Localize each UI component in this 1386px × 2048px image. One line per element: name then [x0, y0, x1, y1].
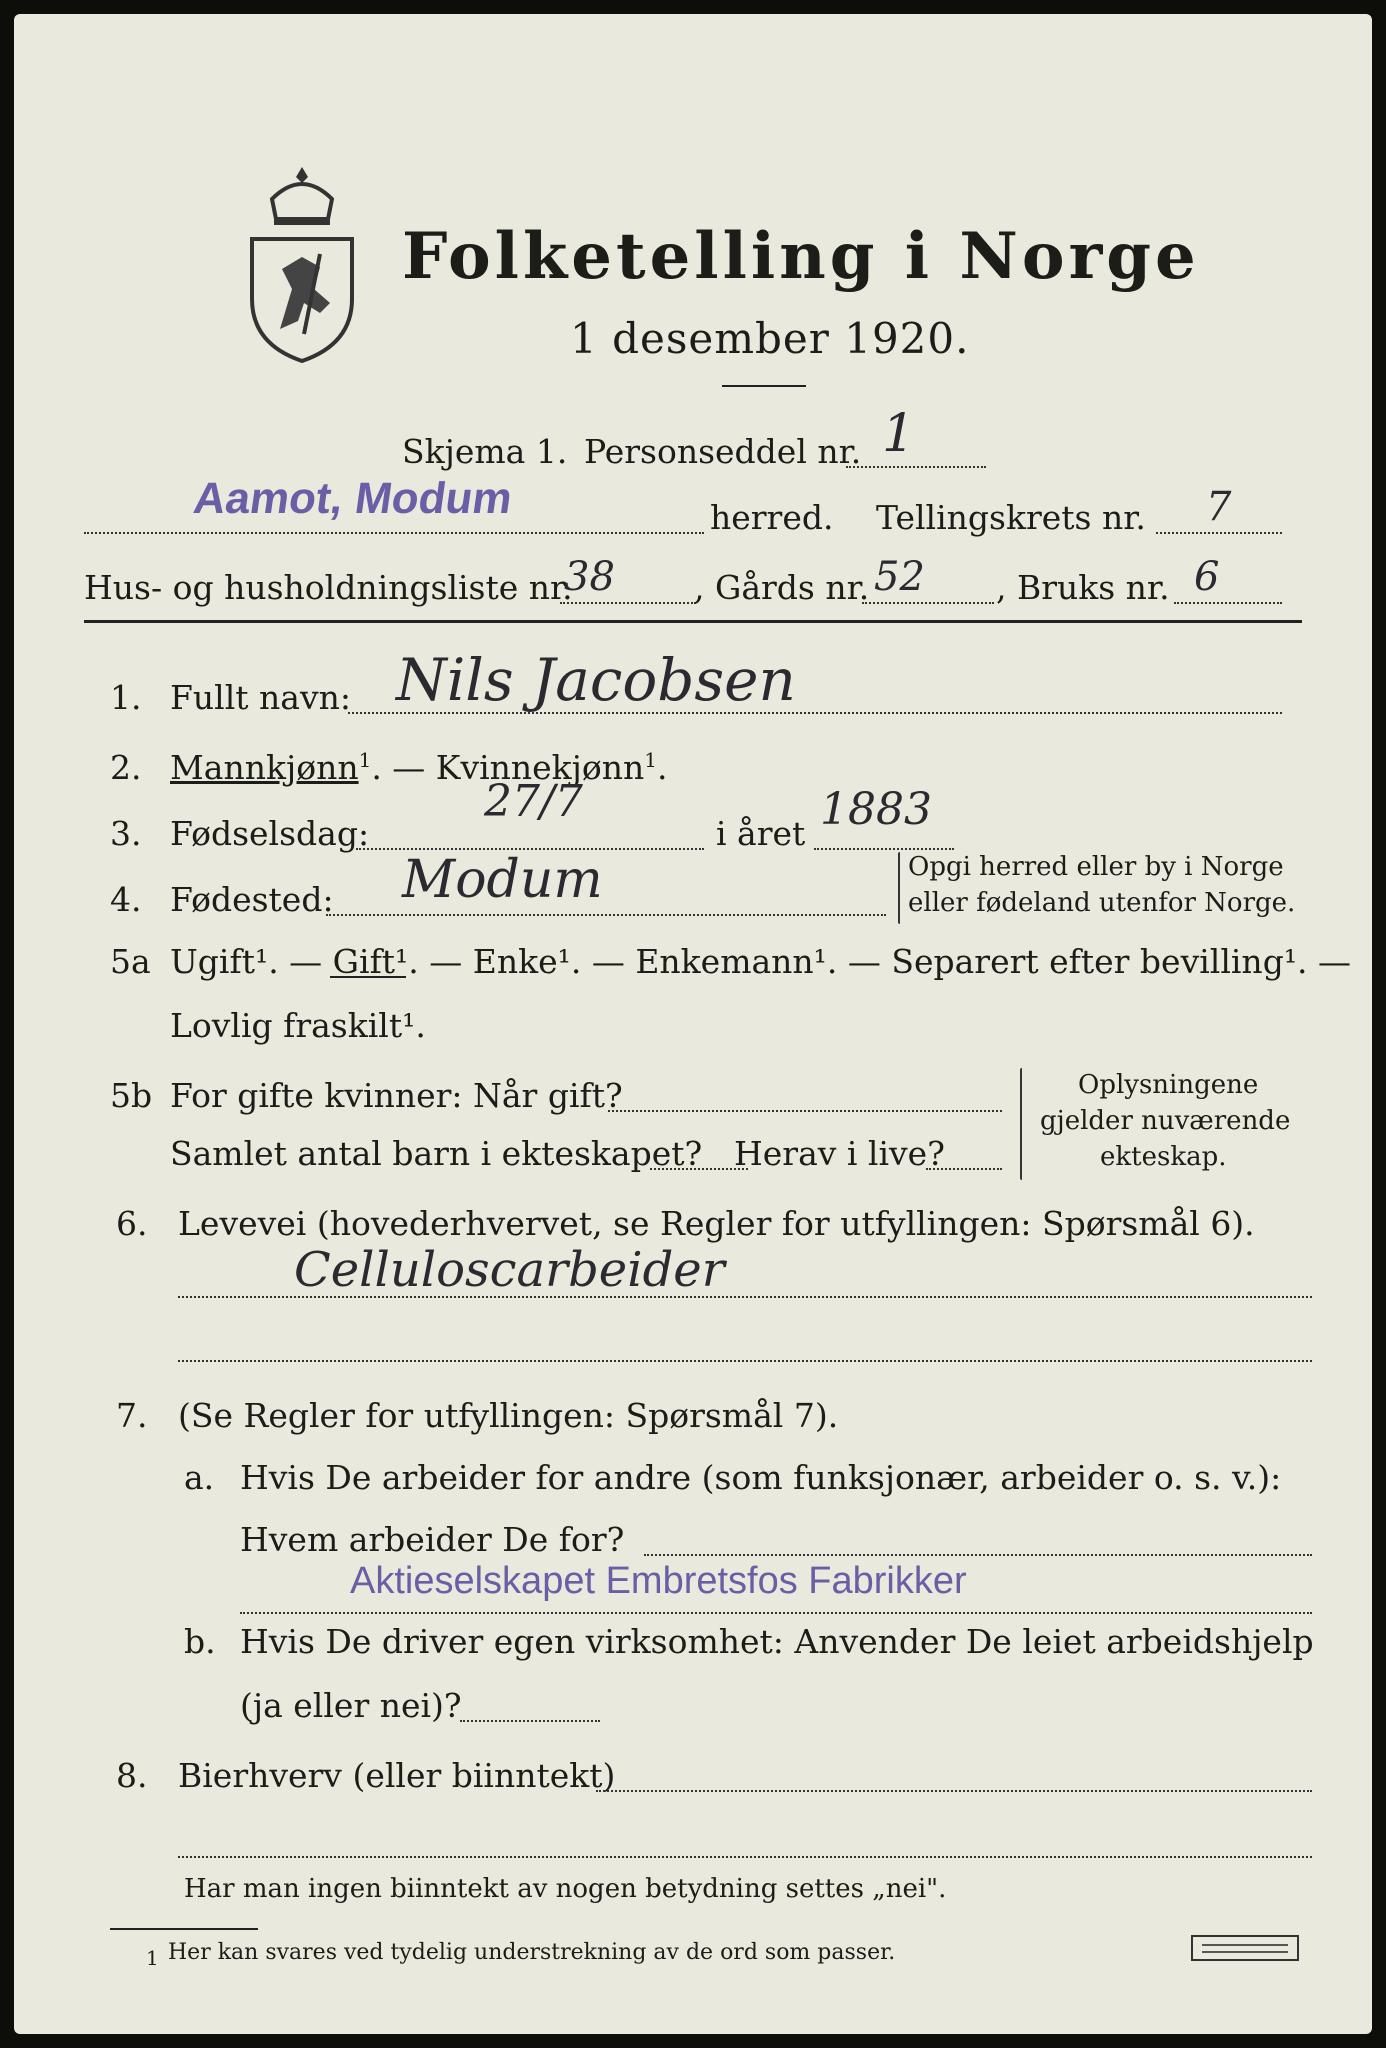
q8-number: 8. [116, 1756, 148, 1795]
q8-label: Bierhverv (eller biinntekt) [178, 1756, 616, 1795]
q2-mann-option: Mannkjønn [170, 748, 359, 787]
place-stamp: Aamot, Modum [190, 474, 516, 523]
q5a-options: Ugift¹. — Gift¹. — Enke¹. — Enkemann¹. — Separert efter bevilling¹. — [170, 942, 1352, 981]
gards-value: 52 [874, 554, 925, 600]
q3-value: 27/7 [484, 776, 583, 827]
q1-value: Nils Jacobsen [396, 646, 796, 714]
q5b-label2: Samlet antal barn i ekteskapet? [170, 1134, 703, 1173]
bruks-label: , Bruks nr. [996, 568, 1170, 607]
q1-label: Fullt navn: [170, 678, 351, 717]
q4-value: Modum [402, 850, 603, 910]
q2-separator: . — [371, 748, 436, 787]
q2-footnote-mark-2: 1 [644, 748, 658, 772]
q5a-gift-underline [330, 976, 406, 978]
q2-footnote-mark-1: 1 [358, 748, 372, 772]
q8-note: Har man ingen biinntekt av nogen betydning settes „nei". [184, 1874, 947, 1904]
q5b-note-line3: ekteskap. [1100, 1142, 1227, 1172]
q6-label: Levevei (hovederhvervet, se Regler for utfyllingen: Spørsmål 6). [178, 1204, 1255, 1243]
footnote-mark: 1 [146, 1946, 159, 1970]
footnote-text: Her kan svares ved tydelig understrekning av de ord som passer. [168, 1940, 896, 1965]
q3-number: 3. [110, 814, 142, 853]
q7-number: 7. [116, 1396, 148, 1435]
q2-options [170, 748, 668, 787]
person-label: Personseddel nr. [584, 432, 862, 471]
census-form [14, 14, 1372, 2034]
tellingskrets-value: 7 [1206, 484, 1232, 530]
bruks-value: 6 [1194, 554, 1220, 600]
q2-end: . [657, 748, 668, 787]
q4-label: Fødested: [170, 880, 334, 919]
q5b-note-line2: gjelder nuværende [1040, 1106, 1291, 1136]
q6-number: 6. [116, 1204, 148, 1243]
person-value: 1 [882, 404, 916, 464]
q4-number: 4. [110, 880, 142, 919]
q2-number: 2. [110, 748, 142, 787]
schema-label: Skjema 1. [402, 432, 568, 471]
q4-note-brace [898, 852, 900, 924]
gards-label: , Gårds nr. [694, 568, 870, 607]
footnote-divider [110, 1928, 258, 1930]
q7b-letter: b. [184, 1622, 216, 1661]
hus-label: Hus- og husholdningsliste nr. [84, 568, 573, 607]
q3-year-label: i året [716, 814, 806, 853]
q7a-label2: Hvem arbeider De for? [240, 1520, 625, 1559]
q5b-number: 5b [110, 1076, 153, 1115]
herred-label: herred. [710, 498, 834, 537]
q5b-label3: Herav i live? [734, 1134, 945, 1173]
tellingskrets-label: Tellingskrets nr. [876, 498, 1146, 537]
q7a-label: Hvis De arbeider for andre (som funksjonær, arbeider o. s. v.): [240, 1458, 1282, 1497]
printer-mark-icon [1190, 1934, 1300, 1962]
q5b-label1: For gifte kvinner: Når gift? [170, 1076, 623, 1115]
q4-note-line1: Opgi herred eller by i Norge [908, 852, 1284, 882]
q3-year-value: 1883 [820, 784, 932, 835]
q5a-options-line2: Lovlig fraskilt¹. [170, 1006, 426, 1045]
q3-label: Fødselsdag: [170, 814, 370, 853]
form-title: Folketelling i Norge [402, 219, 1200, 294]
q7a-letter: a. [184, 1458, 215, 1497]
form-date: 1 desember 1920. [570, 314, 970, 363]
q5b-note-brace [1020, 1068, 1022, 1180]
q7b-label: Hvis De driver egen virksomhet: Anvender De leiet arbeidshjelp [240, 1622, 1314, 1661]
q1-number: 1. [110, 678, 142, 717]
q5a-number: 5a [110, 942, 151, 981]
q2-kvinne-option: Kvinnekjønn [435, 748, 645, 787]
q7-label: (Se Regler for utfyllingen: Spørsmål 7). [178, 1396, 839, 1435]
header-divider [84, 620, 1302, 623]
q7a-value-stamp: Aktieselskapet Embretsfos Fabrikker [350, 1560, 967, 1602]
hus-value: 38 [564, 554, 615, 600]
coat-of-arms-icon [242, 159, 362, 369]
title-divider [722, 385, 806, 387]
q5b-note-line1: Oplysningene [1078, 1070, 1259, 1100]
q7b-label2: (ja eller nei)? [240, 1686, 462, 1725]
q6-value: Celluloscarbeider [294, 1242, 725, 1298]
q4-note-line2: eller fødeland utenfor Norge. [908, 888, 1296, 918]
